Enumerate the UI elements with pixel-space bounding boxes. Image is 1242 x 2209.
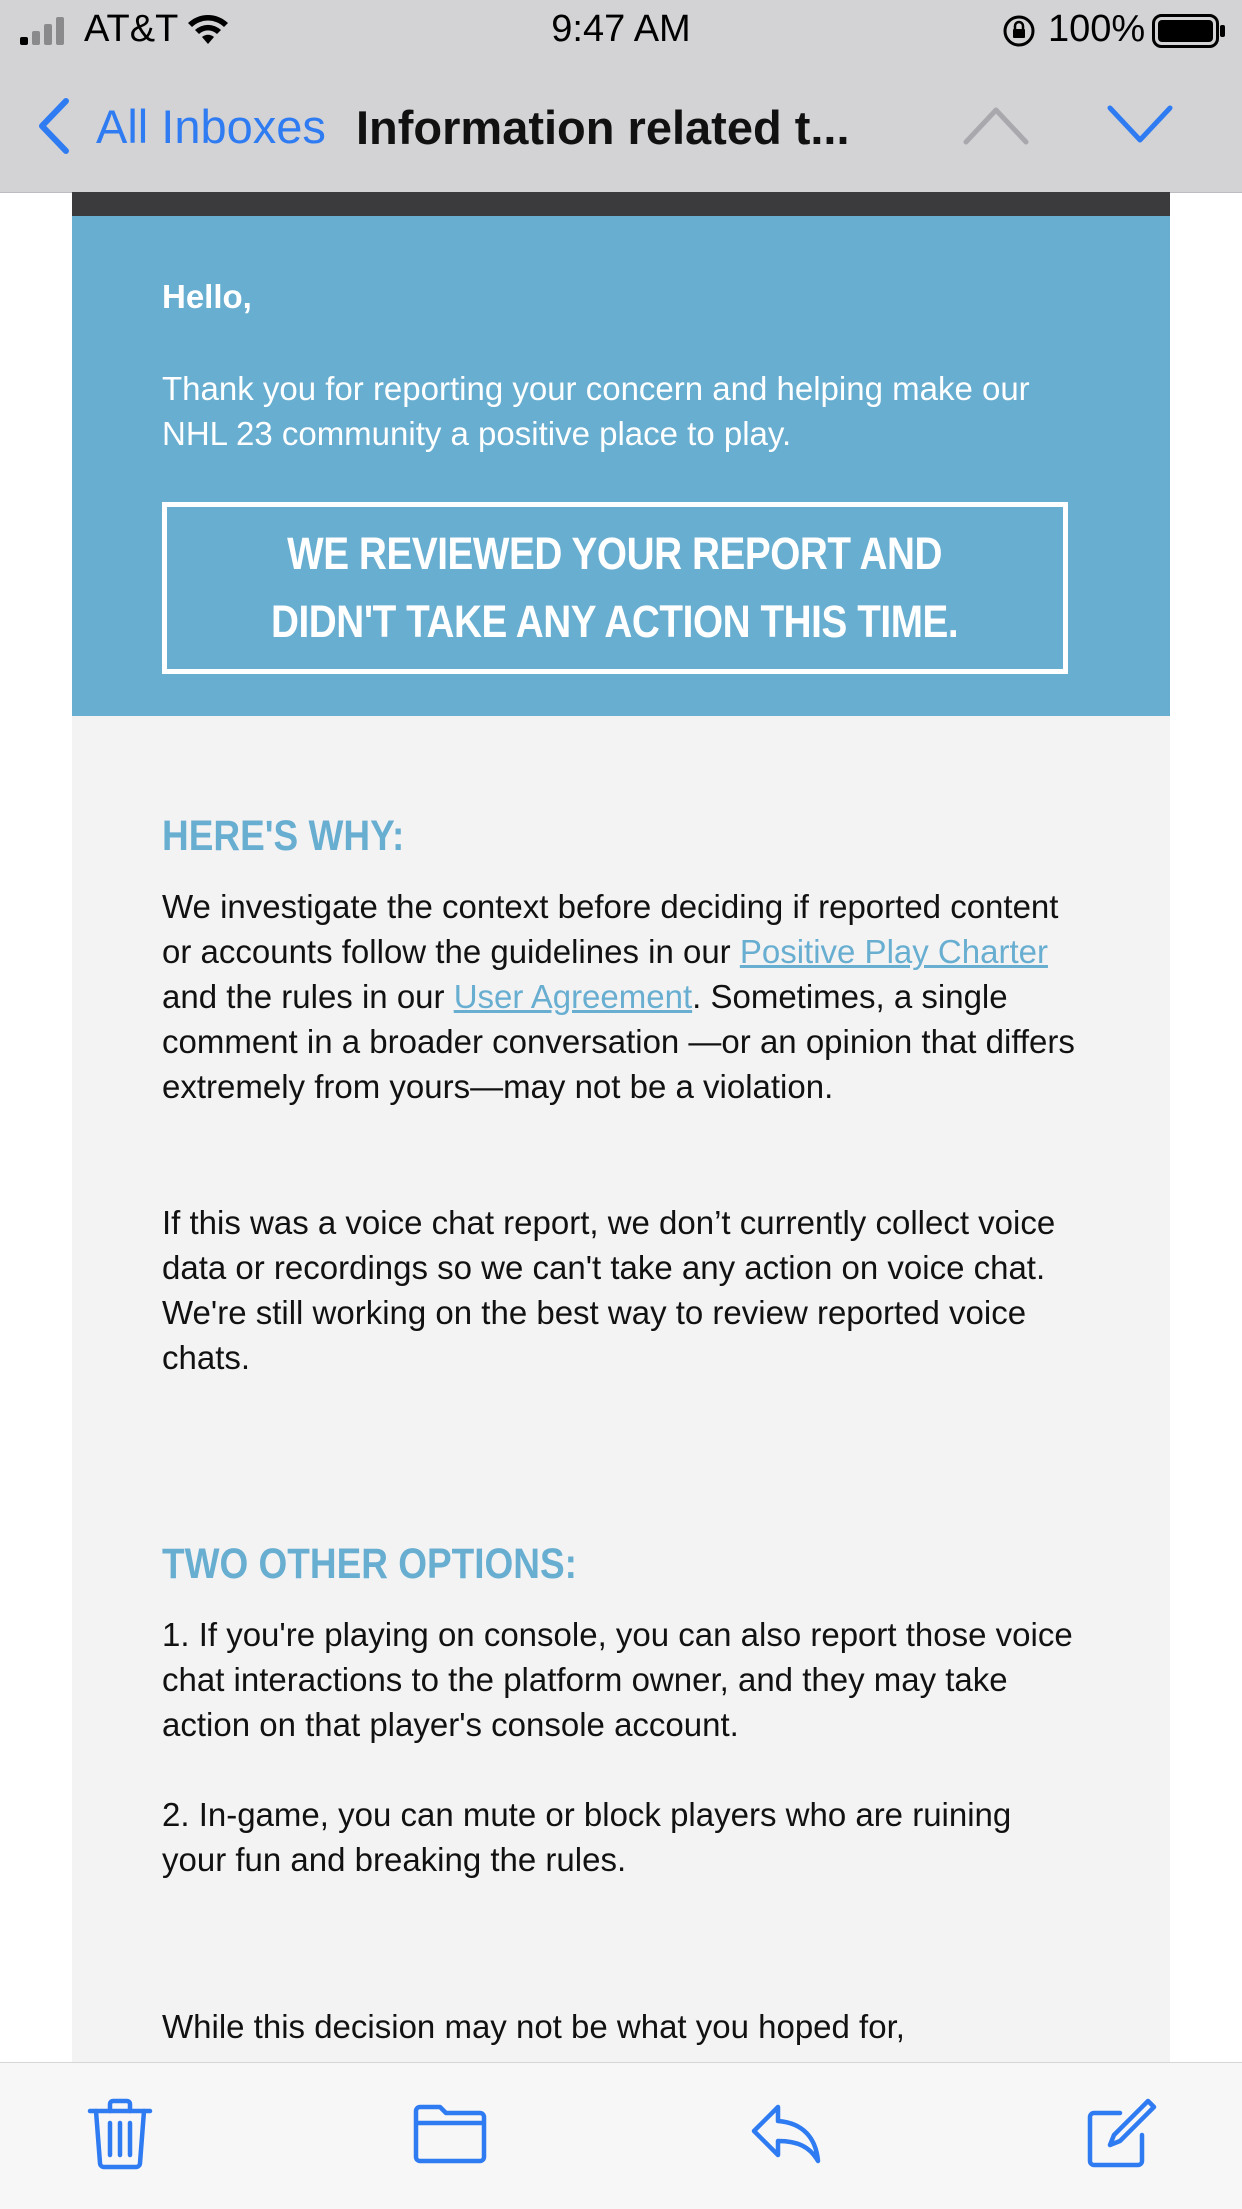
trash-icon[interactable] [82, 2095, 158, 2171]
thanks-paragraph: Thank you for reporting your concern and helping make our NHL 23 community a positive place to play. [162, 370, 1030, 452]
decision-line-1: WE REVIEWED YOUR REPORT AND [287, 528, 943, 579]
next-message-chevron-down-icon[interactable] [1106, 104, 1174, 146]
closing-paragraph: While this decision may not be what you hoped for, [162, 2008, 905, 2045]
back-button-label: All Inboxes [96, 99, 326, 153]
email-header-strip [72, 192, 1170, 216]
option-1-paragraph: 1. If you're playing on console, you can also report those voice chat interactions to the platform owner, and they may take action on that player's console account. [162, 1616, 1073, 1743]
email-body [72, 192, 1170, 2062]
carrier-name: AT&T [84, 8, 179, 50]
two-other-options-heading: TWO OTHER OPTIONS: [162, 1540, 577, 1588]
user-agreement-link[interactable]: User Agreement [453, 978, 693, 1015]
mail-nav-bar [0, 60, 1242, 193]
orientation-lock-icon [1002, 14, 1036, 48]
back-button[interactable] [36, 94, 326, 158]
why-text-part: We investigate the context before deciding if reported content or accounts follow the guidelines in our [162, 888, 1059, 970]
decision-line-2: DIDN'T TAKE ANY ACTION THIS TIME. [271, 596, 959, 647]
mail-toolbar [0, 2062, 1242, 2209]
why-text-part: and the rules in our [162, 978, 454, 1015]
why-text-part: . Sometimes, a single comment in a broader conversation —or an opinion that differs extremely from yours—may not be a violation. [162, 978, 1075, 1105]
option-2-paragraph: 2. In-game, you can mute or block players who are ruining your fun and breaking the rules. [162, 1796, 1012, 1878]
heres-why-heading: HERE'S WHY: [162, 812, 405, 860]
battery-percentage: 100% [1048, 8, 1146, 50]
voice-chat-paragraph: If this was a voice chat report, we don’t currently collect voice data or recordings so we can't take any action on voice chat. We're still working on the best way to review reported voice chats. [162, 1204, 1056, 1376]
folder-icon[interactable] [412, 2095, 488, 2171]
compose-icon[interactable] [1084, 2095, 1160, 2171]
status-bar [0, 0, 1242, 60]
report-decision-text [271, 520, 958, 656]
why-paragraph [162, 884, 1082, 1109]
email-subject-title: Information related t... [356, 101, 850, 154]
positive-play-charter-link[interactable]: Positive Play Charter [739, 933, 1048, 970]
report-decision-box [162, 502, 1068, 674]
reply-icon[interactable] [748, 2095, 824, 2171]
chevron-left-icon [36, 97, 72, 155]
email-hero-banner [72, 216, 1170, 716]
greeting: Hello, [162, 278, 252, 315]
status-time: 9:47 AM [551, 8, 691, 50]
battery-icon [1152, 14, 1226, 48]
previous-message-chevron-up-icon[interactable] [962, 104, 1030, 146]
